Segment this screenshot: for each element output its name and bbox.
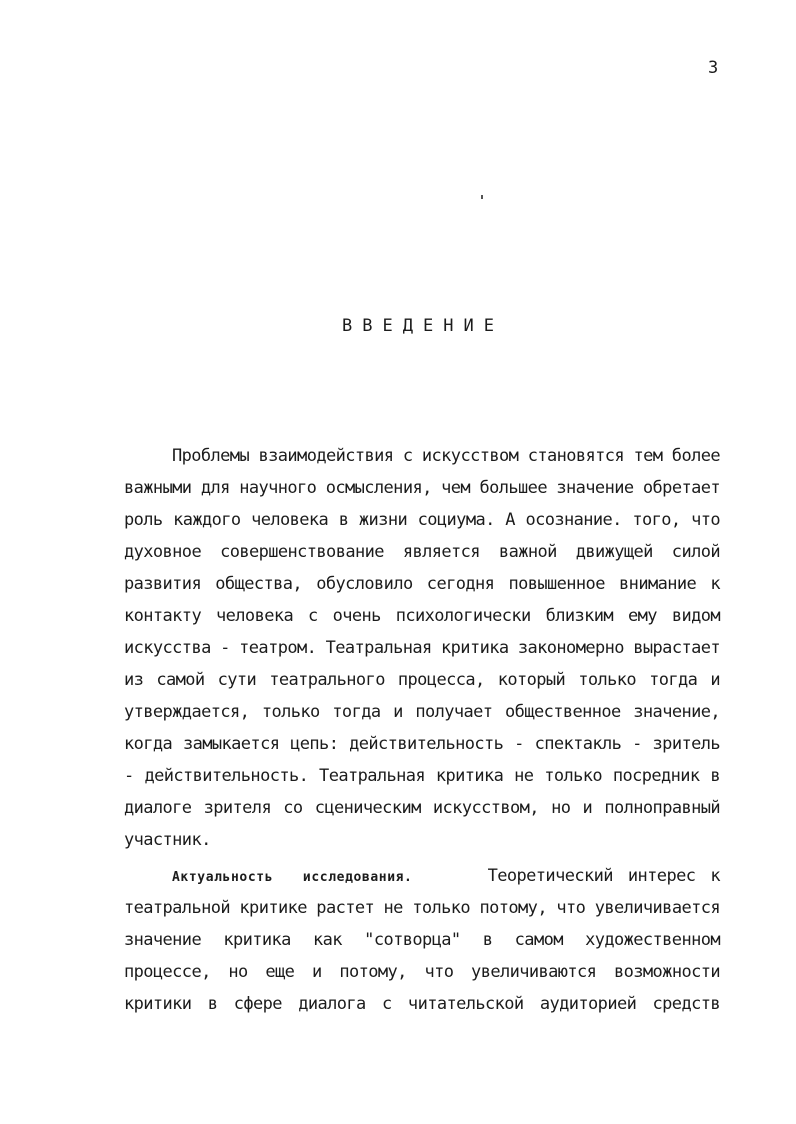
section-heading: Актуальность исследования.: [172, 870, 413, 885]
paragraph-line: театральной критике растет не только потому, что увеличивается: [124, 898, 720, 918]
paragraph-line: утверждается, только тогда и получает общественное значение,: [124, 702, 720, 722]
paragraph-line: духовное совершенствование является важной движущей силой: [124, 542, 720, 562]
paragraph-line: критики в сфере диалога с читательской аудиторией средств: [124, 994, 720, 1014]
paragraph-line: - действительность. Театральная критика не только посредник в: [124, 766, 720, 786]
paragraph-line: искусства - театром. Театральная критика закономерно вырастает: [124, 638, 720, 658]
paragraph-line: когда замыкается цепь: действительность - спектакль - зритель: [124, 734, 720, 754]
paragraph-line: участник.: [124, 830, 211, 850]
paragraph-line: процессе, но еще и потому, что увеличиваются возможности: [124, 962, 720, 982]
page-number: 3: [708, 58, 719, 78]
paragraph-line: роль каждого человека в жизни социума. А осознание. того, что: [124, 510, 720, 530]
paragraph-line: Проблемы взаимодействия с искусством становятся тем более: [172, 446, 720, 466]
paragraph-line: [172, 864, 720, 890]
scan-speck: [481, 195, 483, 199]
paragraph-line: контакту человека с очень психологически близким ему видом: [124, 606, 720, 626]
paragraph-line: развития общества, обусловило сегодня повышенное внимание к: [124, 574, 720, 594]
paragraph-line: диалоге зрителя со сценическим искусством, но и полноправный: [124, 798, 720, 818]
paragraph-line: из самой сути театрального процесса, который только тогда и: [124, 670, 720, 690]
paragraph-line: важными для научного осмысления, чем большее значение обретает: [124, 478, 720, 498]
paragraph-line: значение критика как "сотворца" в самом художественном: [124, 930, 720, 950]
paragraph-line-rest: [428, 866, 473, 886]
paragraph-line-text: Теоретический интерес к: [487, 866, 721, 886]
page-title: ВВЕДЕНИЕ: [342, 316, 504, 336]
